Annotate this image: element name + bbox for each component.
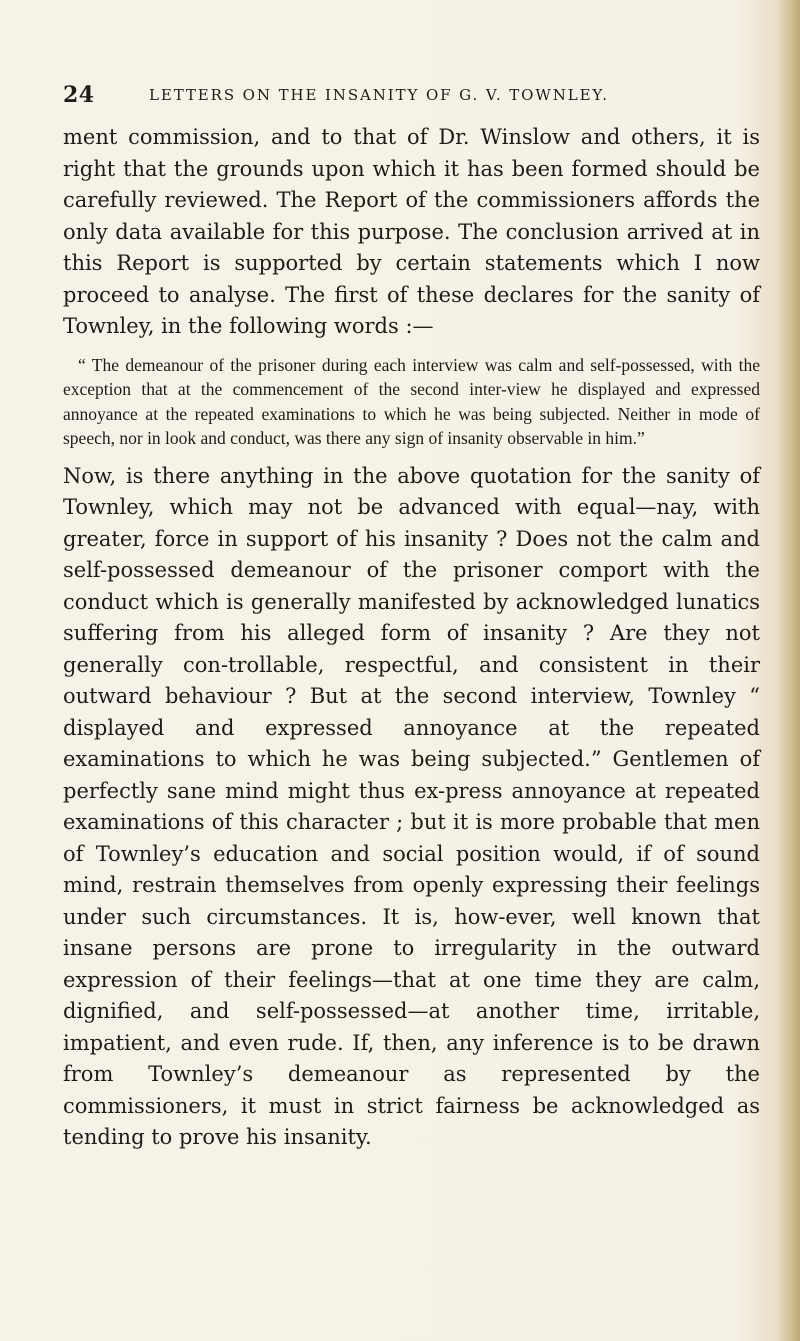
page-number: 24 <box>63 82 95 108</box>
block-quotation: “ The demeanour of the prisoner during each interview was calm and self-possessed, with the exception that at the commencement of the second inter-view he displayed and expressed annoyance at the repeated examinations to which he was being subjected. Neither in mode of speech, nor in look and conduct, was there any sign of insanity observable in him.” <box>63 354 760 448</box>
body-text <box>63 122 760 1154</box>
running-head: LETTERS ON THE INSANITY OF G. V. TOWNLEY. <box>149 86 609 104</box>
page-edge-stain <box>778 0 800 1341</box>
main-paragraph: Now, is there anything in the above quotation for the sanity of Townley, which may not be advanced with equal—nay, with greater, force in support of his insanity ? Does not the calm and self-possessed demeanour of the prisoner comport with the conduct which is generally manifested by acknowledged lunatics suffering from his alleged form of insanity ? Are they not generally con-trollable, respectful, and consistent in their outward behaviour ? But at the second interview, Townley “ displayed and expressed annoyance at the repeated examinations to which he was being subjected.” Gentlemen of perfectly sane mind might thus ex-press annoyance at repeated examinations of this character ; but it is more probable that men of Townley’s education and social position would, if of sound mind, restrain themselves from openly expressing their feelings under such circumstances. It is, how-ever, well known that insane persons are prone to irregularity in the outward expression of their feelings—that at one time they are calm, dignified, and self-possessed—at another time, irritable, impatient, and even rude. If, then, any inference is to be drawn from Townley’s demeanour as represented by the commissioners, it must in strict fairness be acknowledged as tending to prove his insanity. <box>63 463 760 1149</box>
page-header <box>63 82 760 112</box>
intro-paragraph: ment commission, and to that of Dr. Winslow and others, it is right that the grounds upon which it has been formed should be carefully reviewed. The Report of the commissioners affords the only data available for this purpose. The conclusion arrived at in this Report is supported by certain statements which I now proceed to analyse. The first of these declares for the sanity of Townley, in the following words :— <box>63 125 760 338</box>
